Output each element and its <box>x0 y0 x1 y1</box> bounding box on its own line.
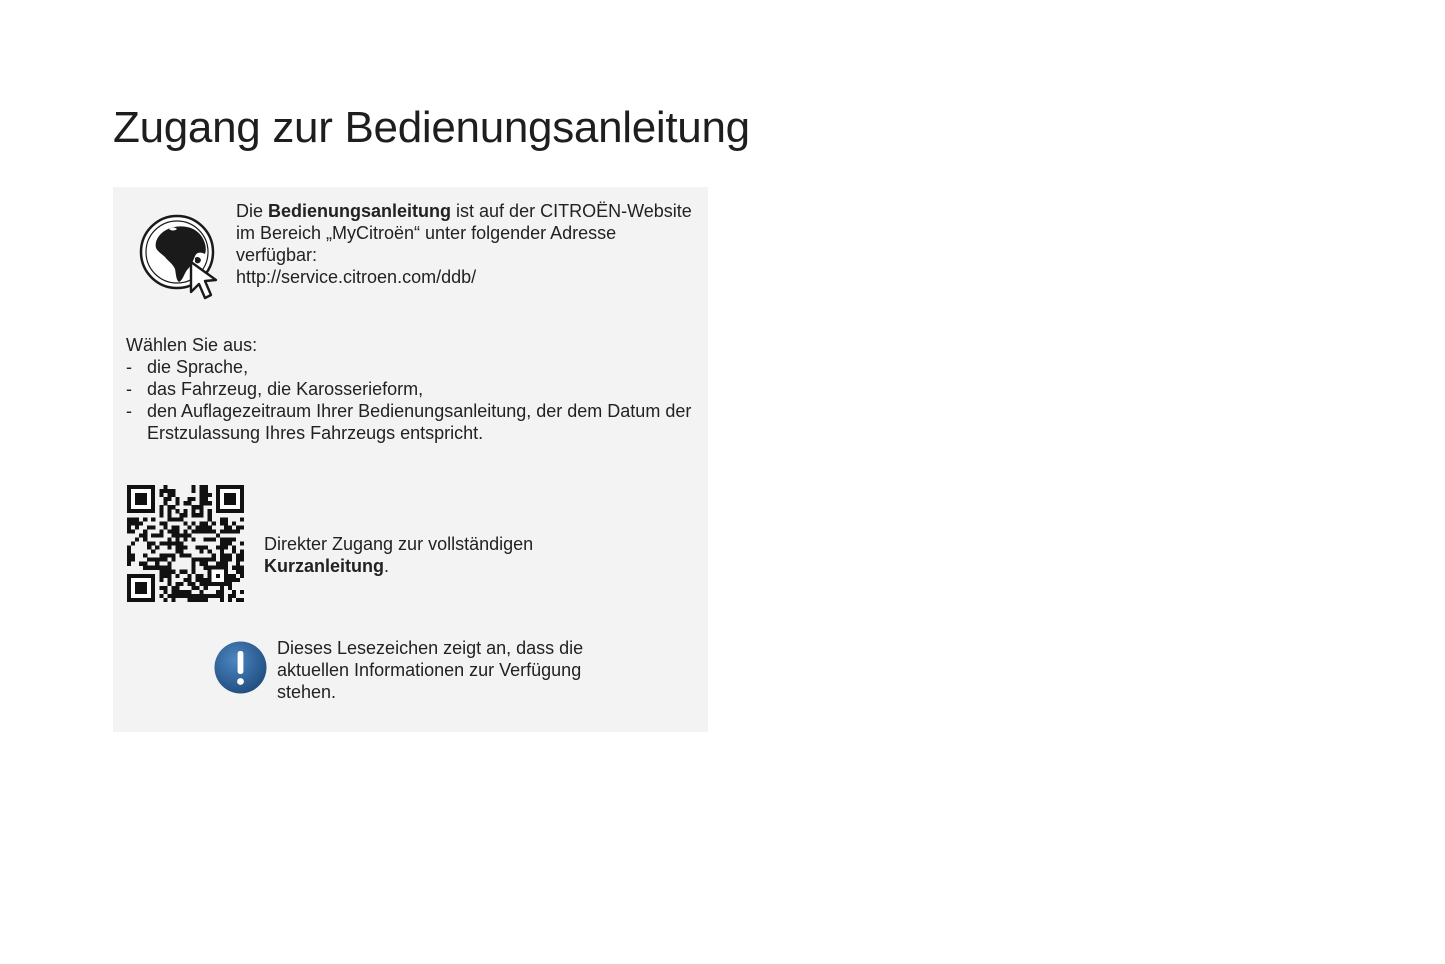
intro-bold-term: Bedienungsanleitung <box>268 201 452 221</box>
qr-caption-bold: Kurzanleitung <box>264 556 384 576</box>
qr-caption-suffix: . <box>384 556 390 576</box>
manual-url-link[interactable]: http://service.citroen.com/ddb/ <box>236 267 477 287</box>
selection-item-language: - die Sprache, <box>126 356 701 378</box>
bookmark-text: Dieses Lesezeichen zeigt an, dass die aktuellen Informationen zur Verfügung stehen. <box>277 638 584 702</box>
globe-cursor-icon <box>139 214 229 304</box>
info-box <box>113 187 708 732</box>
qr-code[interactable] <box>127 485 244 602</box>
qr-caption <box>264 533 594 577</box>
selection-item-vehicle: - das Fahrzeug, die Karosserieform, <box>126 378 701 400</box>
selection-list <box>126 356 701 444</box>
exclamation-info-icon <box>214 641 267 694</box>
page-title: Zugang zur Bedienungsanleitung <box>113 103 750 152</box>
intro-prefix: Die <box>236 201 269 221</box>
intro-paragraph <box>236 200 696 288</box>
selection-item-period: - den Auflagezeitraum Ihrer Bedienungsanleitung, der dem Datum der Erstzulassung Ihres Fahrzeugs entspricht. <box>126 400 701 444</box>
selection-heading: Wählen Sie aus: <box>126 335 258 355</box>
qr-caption-prefix: Direkter Zugang zur vollständigen <box>264 534 534 554</box>
intro-suffix: ist auf der CITROËN-Website im Bereich „MyCitroën“ unter folgender Adresse verfügbar: <box>236 201 692 265</box>
selection-block <box>126 334 701 444</box>
